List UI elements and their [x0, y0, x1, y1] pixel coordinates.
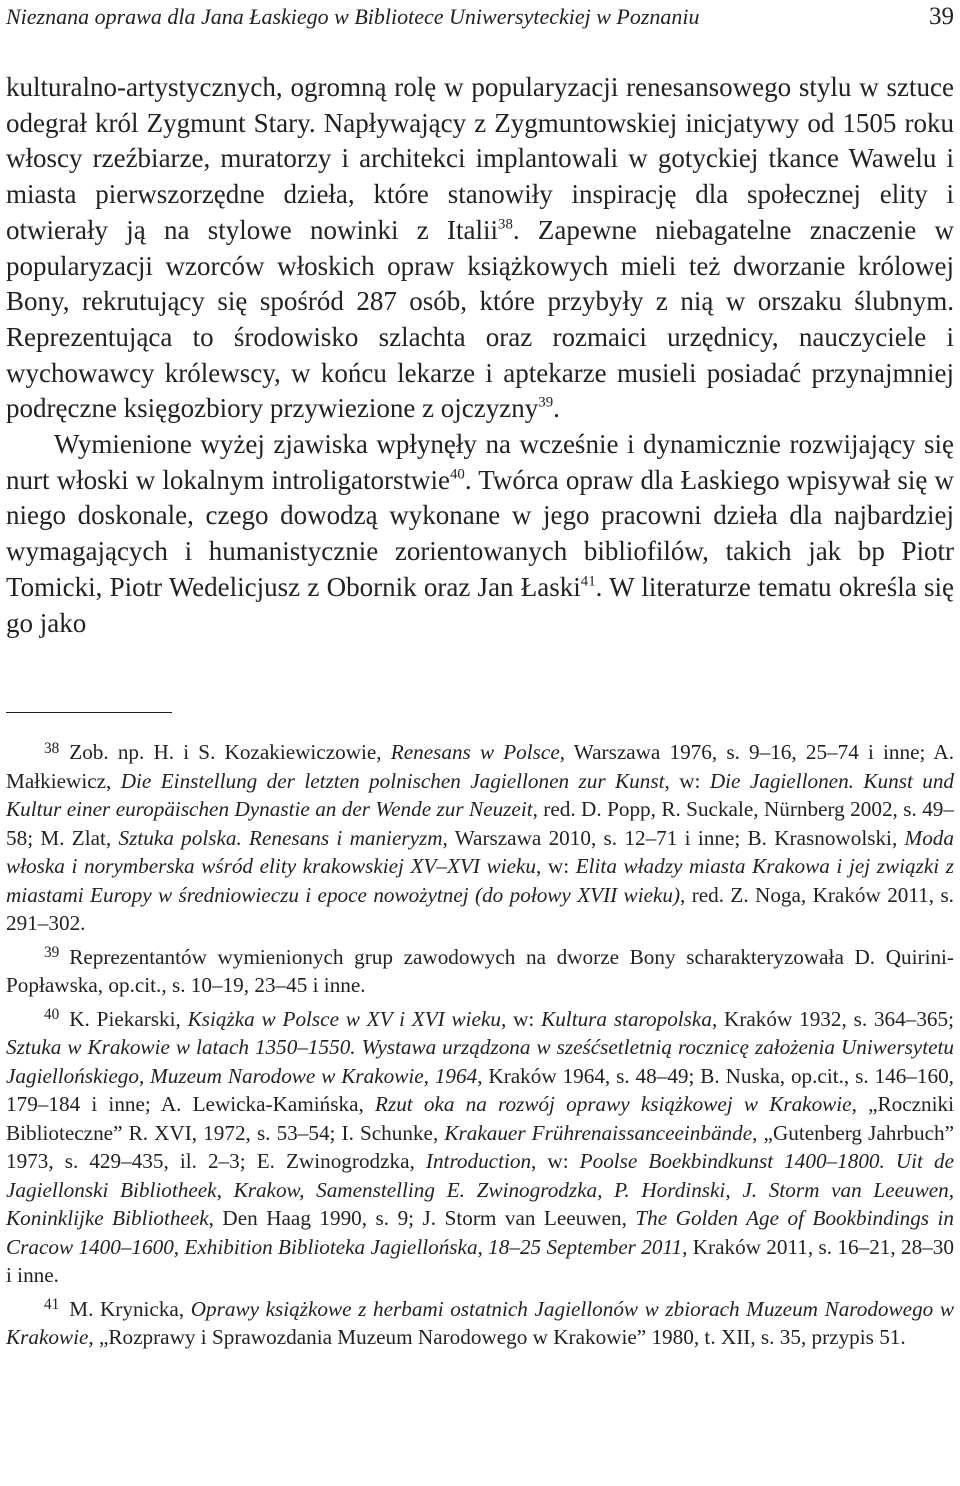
text-run: Reprezentantów wymienionych grup zawodowych na dworze Bony scharakteryzowała D. Quirini-Popławska, op.cit., s. 10–19, 23–45 i inne. [6, 944, 954, 997]
page-number: 39 [929, 3, 954, 30]
footnote-number: 39 [44, 944, 60, 962]
italic-title: Sztuka polska. Renesans i manieryzm [118, 825, 443, 850]
italic-title: Kultura staropolska [541, 1006, 712, 1031]
running-header [6, 2, 954, 32]
italic-title: Elita władzy miasta Krakowa i jej związki z miastami Europy w średniowieczu i epoce nowożytnej (do połowy XVII wieku) [6, 854, 954, 907]
text-run: , w: [536, 854, 576, 878]
italic-title: Moda włoska i norymberska wśród elity krakowskiej XV–XVI wieku [6, 825, 954, 878]
text-run: Wymienione wyżej zjawiska wpłynęły na wcześnie i dynamicznie rozwijający się nurt włoski w lokalnym introligatorstwie [6, 429, 954, 495]
footnote-number: 41 [44, 1296, 60, 1314]
text-run: . Zapewne niebagatelne znaczenie w popularyzacji wzorców włoskich opraw książkowych mieli też dworzanie królowej Bony, rekrutujący się spośród 287 osób, które przybyły z nią w orszaku ślubnym. Reprezentująca to środowisko szlachta oraz rozmaici urzędnicy, nauczyciele i wychowawcy królewscy, w końcu lekarze i aptekarze musieli posiadać przynajmniej podręczne księgozbiory przywiezione z ojczyzny [6, 214, 954, 424]
text-run: , „Rozprawy i Sprawozdania Muzeum Narodowego w Krakowie” 1980, t. XII, s. 35, przypis 51. [88, 1325, 906, 1349]
footnote-40 [6, 1005, 954, 1290]
italic-title: The Golden Age of Bookbindings in Cracow 1400–1600, Exhibition Biblioteka Jagiellońska, 18–25 September 2011 [6, 1206, 954, 1259]
text-run: M. Krynicka, [69, 1296, 191, 1321]
document-page [6, 0, 954, 1486]
text-run: , w: [664, 768, 710, 793]
footnote-ref: 38 [498, 216, 513, 233]
text-run: . [553, 393, 560, 424]
footnote-number: 40 [44, 1006, 60, 1024]
italic-title: Poolse Boekbindkunst 1400–1800. Uit de Jagiellonski Bibliotheek, Krakow, Samenstelling E. Zwinogrodzka, P. Hordinski, J. Storm van Leeuwen, Koninklijke Bibliotheek [6, 1149, 955, 1230]
text-run: . Twórca opraw dla Łaskiego wpisywał się w niego doskonale, czego dowodzą wykonane w jego pracowni dzieła dla najbardziej wymagających i humanistycznie zorientowanych bibliofilów, takich jak bp Piotr Tomicki, Piotr Wedelicjusz z Obornik oraz Jan Łaski [6, 464, 954, 602]
text-run: , „Roczniki Biblioteczne” R. XVI, 1972, s. 53–54; I. Schunke, [6, 1092, 954, 1145]
text-run: , Warszawa 2010, s. 12–71 i inne; B. Krasnowolski, [442, 825, 905, 850]
text-run: , red. Z. Noga, Kraków 2011, s. 291–302. [6, 882, 954, 935]
paragraph [6, 427, 954, 641]
main-text [6, 70, 954, 641]
footnote-38 [6, 738, 954, 938]
footnote-ref: 41 [580, 573, 596, 590]
footnotes [6, 738, 954, 1357]
italic-title: Die Jagiellonen. Kunst und Kultur einer europäischen Dynastie an der Wende zur Neuzeit [6, 768, 955, 821]
italic-title: Rzut oka na rozwój oprawy książkowej w Krakowie [375, 1092, 852, 1116]
text-run: , w: [531, 1149, 580, 1173]
footnote-39 [6, 943, 954, 1000]
text-run: , w: [500, 1006, 542, 1031]
paragraph [6, 70, 954, 427]
italic-title: Oprawy książkowe z herbami ostatnich Jagiellonów w zbiorach Muzeum Narodowego w Krakowie [6, 1296, 954, 1349]
italic-title: Sztuka w Krakowie w latach 1350–1550. Wystawa urządzona w sześćsetletnią rocznicę założenia Uniwersytetu Jagiellońskiego, Muzeum Narodowe w Krakowie, 1964 [6, 1035, 954, 1088]
text-run: , Den Haag 1990, s. 9; J. Storm van Leeuwen, [208, 1206, 636, 1230]
text-run: , Kraków 2011, s. 16–21, 28–30 i inne. [6, 1234, 954, 1287]
italic-title: Introduction [425, 1149, 532, 1173]
footnote-ref: 39 [538, 394, 554, 411]
text-run: kulturalno-artystycznych, ogromną rolę w popularyzacji renesansowego stylu w sztuce odegrał król Zygmunt Stary. Napływający z Zygmuntowskiej inicjatywy od 1505 roku włoscy rzeźbiarze, muratorzy i architekci implantowali w gotyckiej tkance Wawelu i miasta pierwszorzędne dzieła, które stanowiły inspirację dla społecznej elity i otwierały ją na stylowe nowinki z Italii [6, 72, 954, 245]
text-run: . W literaturze tematu określa się go jako [6, 571, 954, 638]
footnote-separator [6, 712, 172, 713]
italic-title: Krakauer Frührenaissanceeinbände [444, 1120, 753, 1145]
text-run: , Kraków 1932, s. 364–365; [711, 1006, 955, 1031]
italic-title: Die Einstellung der letzten polnischen Jagiellonen zur Kunst [120, 768, 665, 793]
text-run: , Warszawa 1976, s. 9–16, 25–74 i inne; A. Małkiewicz, [6, 740, 954, 793]
text-run: , red. D. Popp, R. Suckale, Nürnberg 2002, s. 49–58; M. Zlat, [6, 797, 954, 850]
footnote-ref: 40 [449, 466, 465, 483]
text-run: K. Piekarski, [69, 1006, 188, 1031]
italic-title: Książka w Polsce w XV i XVI wieku [187, 1006, 501, 1031]
text-run: , „Gutenberg Jahrbuch” 1973, s. 429–435, il. 2–3; E. Zwinogrodzka, [6, 1120, 954, 1173]
text-run: , Kraków 1964, s. 48–49; B. Nuska, op.cit., s. 146–160, 179–184 i inne; A. Lewicka-Kamińska, [6, 1063, 954, 1116]
italic-title: Renesans w Polsce [390, 740, 560, 764]
text-run: Zob. np. H. i S. Kozakiewiczowie, [69, 740, 391, 764]
footnote-41 [6, 1295, 954, 1352]
footnote-number: 38 [44, 739, 60, 757]
running-title: Nieznana oprawa dla Jana Łaskiego w Bibliotece Uniwersyteckiej w Poznaniu [6, 4, 700, 29]
